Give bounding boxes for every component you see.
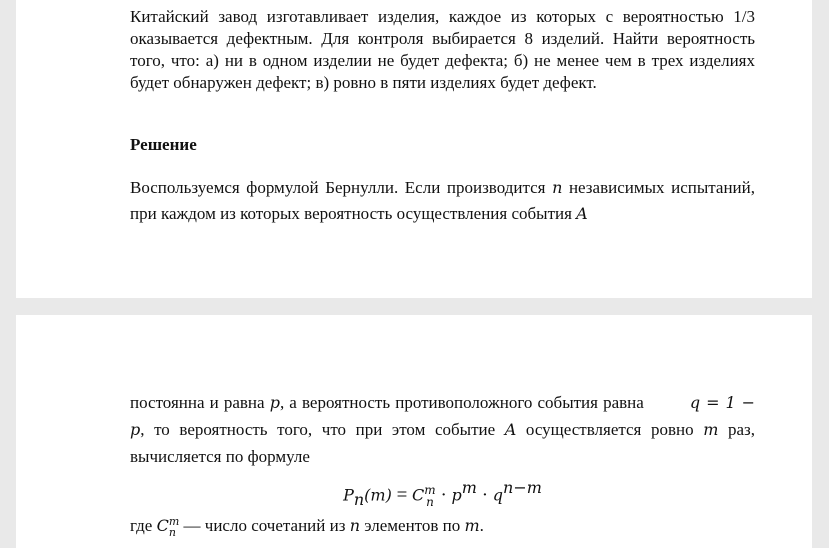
where-C: C	[156, 516, 169, 535]
formula-q-sup: n−m	[503, 478, 542, 497]
where-C-sup: m	[168, 515, 180, 529]
solution-heading: Решение	[130, 135, 197, 154]
formula-p-sup: m	[461, 478, 477, 497]
formula-dot-1: ·	[435, 484, 452, 506]
var-A-2: A	[504, 420, 517, 439]
formula-C: C	[412, 485, 425, 505]
formula-eq: =	[391, 484, 413, 506]
formula-C-sup: m	[424, 482, 436, 497]
formula-dot-2: ·	[476, 484, 493, 506]
cont-text-1: постоянна и равна	[130, 393, 270, 412]
q-definition: q = 1 − p	[130, 393, 755, 439]
where-C-indices	[169, 516, 179, 538]
cont-text-5: раз, вычисляется по формуле	[130, 420, 755, 466]
cont-text-4: осуществляется ровно	[516, 420, 704, 439]
solution-intro	[130, 175, 755, 227]
formula-q: q	[492, 485, 504, 505]
var-p: p	[269, 393, 280, 412]
var-n: n	[552, 178, 563, 197]
formula-P: P	[343, 485, 354, 505]
cont-text-2: , а вероятность противоположного события равна	[279, 393, 649, 412]
solution-continuation	[130, 389, 755, 470]
problem-statement: Китайский завод изготавливает изделия, каждое из которых с вероятностью 1/3 оказывается дефектным. Для контроля выбирается 8 изделий. Найти вероятность того, что: а) ни в одном изделии не будет дефекта; б) не менее чем в трех изделиях будет обнаружен дефект; в) ровно в пяти изделиях будет дефект.	[130, 7, 755, 92]
var-A: A	[576, 204, 588, 223]
cont-text-3: , то вероятность того, что при этом событие	[140, 420, 505, 439]
formula-p: p	[451, 485, 462, 505]
formula-P-arg: (m)	[364, 485, 392, 505]
where-end: .	[479, 516, 484, 535]
formula-C-indices	[424, 484, 435, 508]
bernoulli-formula	[16, 478, 812, 509]
page-1	[16, 0, 812, 298]
where-n: n	[349, 516, 360, 535]
intro-text-2: независимых испытаний, при каждом из которых вероятность осуществления события	[130, 178, 755, 223]
combination-note	[130, 515, 755, 538]
page-2	[16, 315, 812, 548]
var-m: m	[703, 420, 719, 439]
intro-text-1: Воспользуемся формулой Бернулли. Если производится	[130, 178, 553, 197]
formula-P-sub: n	[353, 490, 365, 510]
where-text-2: — число сочетаний из	[179, 516, 350, 535]
where-m: m	[464, 516, 480, 535]
where-C-sub: n	[168, 526, 176, 540]
where-text-3: элементов по	[360, 516, 465, 535]
formula-C-sub: n	[426, 494, 434, 509]
where-text-1: где	[130, 516, 157, 535]
